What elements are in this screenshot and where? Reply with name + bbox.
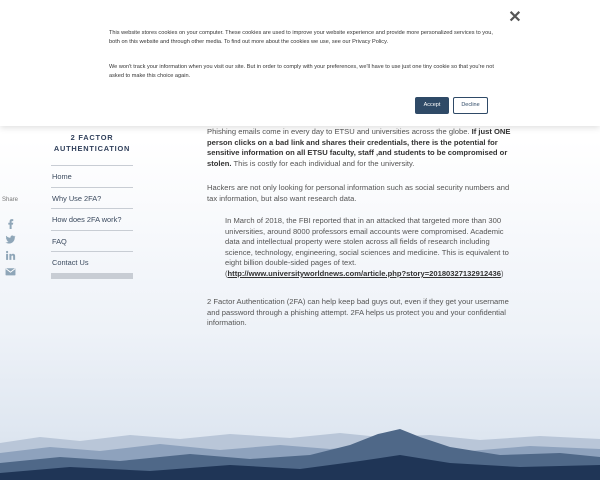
intro-paragraph: [207, 127, 512, 169]
quote-text: In March of 2018, the FBI reported that in an attacked that targeted more than 300 universities, around 8000 professors email accounts were compromised. Academic data and intellectual property were stolen across all fields of research including science, technology, engineering, social sciences and medicine. This is equivalent to eight billion double-sided pages of text. (: [225, 216, 509, 278]
linkedin-icon[interactable]: [5, 250, 16, 261]
share-label: Share: [1, 197, 18, 203]
mountain-background: [0, 425, 600, 480]
sidebar-title-line1: 2 FACTOR: [70, 133, 114, 142]
decline-button[interactable]: Decline: [453, 97, 488, 114]
sidebar-item-contact-us[interactable]: Contact Us: [51, 252, 133, 274]
sidebar-item-home[interactable]: Home: [51, 166, 133, 188]
sidebar-item-how-2fa-works[interactable]: How does 2FA work?: [51, 209, 133, 231]
facebook-icon[interactable]: [5, 218, 16, 229]
email-icon[interactable]: [5, 266, 16, 277]
source-link[interactable]: http://www.universityworldnews.com/article.php?story=20180327132912436: [227, 268, 501, 278]
sidebar-item-why-use-2fa[interactable]: Why Use 2FA?: [51, 188, 133, 210]
sidebar-item-faq[interactable]: FAQ: [51, 231, 133, 253]
sidebar-divider: [51, 274, 133, 279]
twitter-icon[interactable]: [5, 234, 16, 245]
intro-end-text: This is costly for each individual and for the university.: [231, 158, 415, 168]
hackers-paragraph: Hackers are not only looking for personal information such as social security numbers and tax information, but also want research data.: [207, 183, 510, 203]
share-bar: [0, 197, 20, 203]
cookie-tracking-text: We won't track your information when you visit our site. But in order to comply with your preferences, we'll have to use just one tiny cookie so that you're not asked to make this choice again.: [109, 64, 494, 79]
sidebar: [51, 132, 133, 267]
sidebar-nav: [51, 165, 133, 279]
fbi-quote: [225, 216, 515, 280]
quote-end: ): [500, 268, 504, 278]
cookie-banner: [0, 0, 600, 126]
intro-text: Phishing emails come in every day to ETSU and universities across the globe.: [207, 127, 472, 136]
cookie-notice-text: This website stores cookies on your computer. These cookies are used to improve your website experience and provide more personalized services to you, both on this website and through other media. To find out more about the cookies we use, see our Privacy Policy.: [109, 30, 493, 45]
sidebar-title-line2: AUTHENTICATION: [53, 144, 131, 153]
close-icon[interactable]: ✕: [508, 9, 522, 26]
intro-bold-text: If just ONE person clicks on a bad link and shares their credentials, there is the potential for sensitive information on all ETSU faculty, staff ,and students to be compromised or stolen.: [207, 127, 511, 168]
2fa-paragraph: 2 Factor Authentication (2FA) can help keep bad guys out, even if they get your username and password through a phishing attempt. 2FA helps us protect you and your confidential information.: [207, 297, 509, 328]
accept-button[interactable]: Accept: [415, 97, 449, 114]
